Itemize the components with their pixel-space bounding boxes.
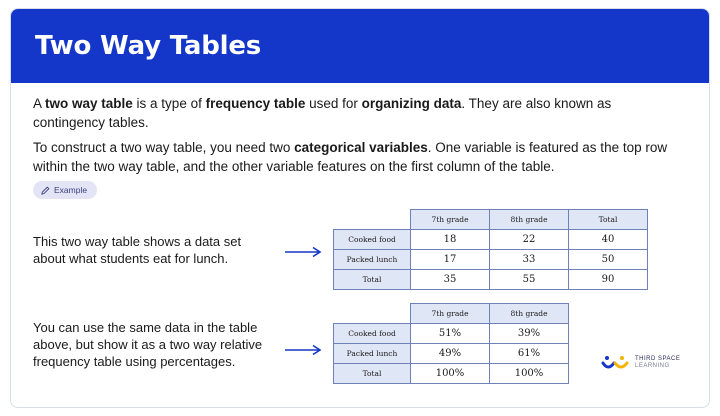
table-cell: 39% xyxy=(490,323,569,343)
row-header: Cooked food xyxy=(334,229,411,249)
paragraph-text: is a type of xyxy=(132,96,206,111)
page-title: Two Way Tables xyxy=(35,31,262,61)
table-row xyxy=(334,269,648,289)
corner-cell xyxy=(334,304,411,324)
row-header: Packed lunch xyxy=(334,249,411,269)
table-header-row xyxy=(334,304,569,324)
title-banner xyxy=(11,9,709,83)
third-space-learning-logo xyxy=(601,355,680,371)
paragraph-text: To construct a two way table, you need two xyxy=(33,140,295,155)
arrow-right-icon xyxy=(283,245,323,263)
intro-paragraph-1 xyxy=(33,95,683,132)
paragraph-text: . One variable is featured as the top row within the two way table, and the other variable features on the first column of the table. xyxy=(33,140,668,174)
key-term: organizing data xyxy=(361,96,462,111)
example1-description: This two way table shows a data set about what students eat for lunch. xyxy=(33,234,242,266)
lesson-card xyxy=(10,8,710,408)
table-cell: 40 xyxy=(569,229,648,249)
paragraph-text: A xyxy=(33,96,46,111)
table-cell: 22 xyxy=(490,229,569,249)
logo-line-2: LEARNING xyxy=(635,363,670,369)
table-row xyxy=(334,343,569,363)
example-badge xyxy=(33,181,97,199)
example-badge-label: Example xyxy=(54,185,88,195)
column-header: 8th grade xyxy=(490,304,569,324)
paragraph-text: used for xyxy=(305,96,362,111)
key-term: categorical variables xyxy=(294,140,428,155)
paragraph-text: . They are also known as contingency tables. xyxy=(33,96,612,130)
table-header-row xyxy=(334,210,648,230)
table-cell: 18 xyxy=(411,229,490,249)
two-way-table xyxy=(333,209,648,290)
table-cell: 90 xyxy=(569,269,648,289)
table-row xyxy=(334,249,648,269)
table-row xyxy=(334,323,569,343)
example2-description: You can use the same data in the table above, but show it as a two way relative frequency table using percentages. xyxy=(33,320,263,369)
table-row xyxy=(334,229,648,249)
key-term: frequency table xyxy=(205,96,306,111)
table-cell: 35 xyxy=(411,269,490,289)
table-cell: 49% xyxy=(411,343,490,363)
table-cell: 51% xyxy=(411,323,490,343)
row-header: Cooked food xyxy=(334,323,411,343)
column-header: 7th grade xyxy=(411,304,490,324)
table-cell: 50 xyxy=(569,249,648,269)
table-cell: 55 xyxy=(490,269,569,289)
row-header: Packed lunch xyxy=(334,343,411,363)
table-cell: 33 xyxy=(490,249,569,269)
logo-icon xyxy=(601,355,629,371)
row-header: Total xyxy=(334,269,411,289)
arrow-right-icon xyxy=(283,343,323,361)
column-header: 7th grade xyxy=(411,210,490,230)
key-term: two way table xyxy=(45,96,133,111)
table-cell: 61% xyxy=(490,343,569,363)
table-cell: 100% xyxy=(411,363,490,383)
pencil-icon xyxy=(41,186,50,195)
intro-paragraph-2 xyxy=(33,139,683,176)
corner-cell xyxy=(334,210,411,230)
column-header: Total xyxy=(569,210,648,230)
table-cell: 17 xyxy=(411,249,490,269)
logo-line-1: THIRD SPACE xyxy=(635,356,681,362)
table-row xyxy=(334,363,569,383)
relative-frequency-table xyxy=(333,303,569,384)
column-header: 8th grade xyxy=(490,210,569,230)
table-cell: 100% xyxy=(490,363,569,383)
row-header: Total xyxy=(334,363,411,383)
